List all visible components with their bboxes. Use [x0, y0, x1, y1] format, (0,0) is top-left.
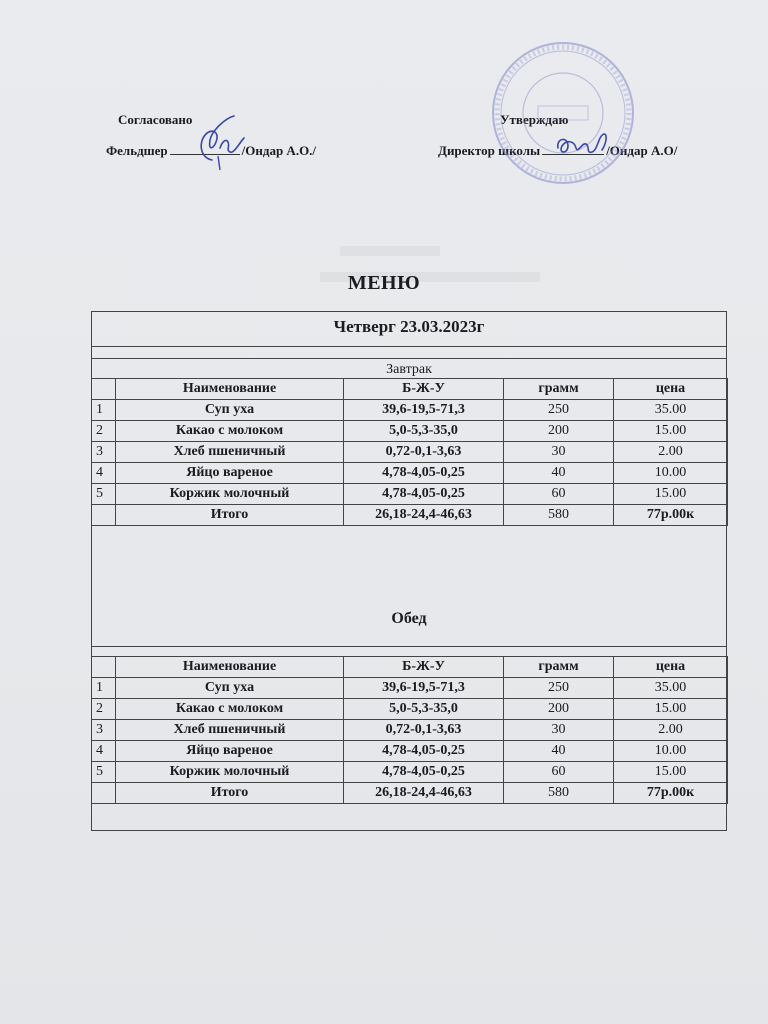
- row-name: Хлеб пшеничный: [116, 720, 344, 741]
- header-name: Наименование: [116, 657, 344, 678]
- row-num: 5: [92, 484, 116, 505]
- header-name: Наименование: [116, 379, 344, 400]
- total-num: [92, 783, 116, 804]
- row-num: 3: [92, 720, 116, 741]
- day-title: Четверг 23.03.2023г: [333, 317, 485, 336]
- row-bju: 39,6-19,5-71,3: [344, 678, 504, 699]
- total-bju: 26,18-24,4-46,63: [344, 783, 504, 804]
- menu-title: МЕНЮ: [347, 272, 421, 294]
- table-row: [92, 678, 728, 699]
- divider: [91, 358, 727, 359]
- total-num: [92, 505, 116, 526]
- row-name: Суп уха: [116, 400, 344, 421]
- row-weight: 40: [504, 741, 614, 762]
- approval-left-name: /Ондар А.О./: [241, 143, 317, 158]
- row-bju: 0,72-0,1-3,63: [344, 720, 504, 741]
- table-row: [92, 699, 728, 720]
- row-bju: 4,78-4,05-0,25: [344, 463, 504, 484]
- total-bju: 26,18-24,4-46,63: [344, 505, 504, 526]
- row-bju: 5,0-5,3-35,0: [344, 421, 504, 442]
- table-row: [92, 484, 728, 505]
- row-num: 4: [92, 463, 116, 484]
- row-weight: 250: [504, 678, 614, 699]
- row-num: 5: [92, 762, 116, 783]
- row-num: 2: [92, 421, 116, 442]
- header-price: цена: [614, 657, 728, 678]
- row-weight: 200: [504, 699, 614, 720]
- total-weight: 580: [504, 783, 614, 804]
- row-weight: 60: [504, 762, 614, 783]
- table-row: [92, 741, 728, 762]
- header-weight: грамм: [504, 657, 614, 678]
- header-bju: Б-Ж-У: [344, 379, 504, 400]
- table-header-row: [92, 379, 728, 400]
- row-bju: 0,72-0,1-3,63: [344, 442, 504, 463]
- table-row: [92, 421, 728, 442]
- total-label: Итого: [116, 505, 344, 526]
- lunch-table: [91, 656, 728, 804]
- lunch-label: Обед: [391, 610, 427, 627]
- row-name: Какао с молоком: [116, 421, 344, 442]
- total-row: [92, 505, 728, 526]
- row-bju: 5,0-5,3-35,0: [344, 699, 504, 720]
- table-row: [92, 762, 728, 783]
- row-bju: 4,78-4,05-0,25: [344, 762, 504, 783]
- row-bju: 39,6-19,5-71,3: [344, 400, 504, 421]
- header-price: цена: [614, 379, 728, 400]
- total-label: Итого: [116, 783, 344, 804]
- header-weight: грамм: [504, 379, 614, 400]
- divider: [91, 646, 727, 647]
- approval-right-signature-line: [438, 142, 677, 159]
- approval-right-name: /Ондар А.О/: [606, 143, 678, 158]
- total-price: 77р.00к: [614, 783, 728, 804]
- row-weight: 30: [504, 442, 614, 463]
- row-name: Суп уха: [116, 678, 344, 699]
- row-num: 3: [92, 442, 116, 463]
- approval-right-title: Утверждаю: [500, 112, 569, 127]
- total-row: [92, 783, 728, 804]
- row-price: 2.00: [614, 720, 728, 741]
- row-num: 4: [92, 741, 116, 762]
- total-price: 77р.00к: [614, 505, 728, 526]
- signature-blank: [170, 142, 240, 155]
- row-num: 1: [92, 400, 116, 421]
- table-row: [92, 400, 728, 421]
- row-name: Яйцо вареное: [116, 741, 344, 762]
- row-name: Коржик молочный: [116, 484, 344, 505]
- row-weight: 250: [504, 400, 614, 421]
- row-price: 15.00: [614, 484, 728, 505]
- row-weight: 40: [504, 463, 614, 484]
- row-name: Какао с молоком: [116, 699, 344, 720]
- header-num: [92, 657, 116, 678]
- row-name: Яйцо вареное: [116, 463, 344, 484]
- approval-right-role: Директор школы: [438, 143, 541, 158]
- row-weight: 30: [504, 720, 614, 741]
- row-bju: 4,78-4,05-0,25: [344, 741, 504, 762]
- approval-left-title: Согласовано: [118, 112, 193, 127]
- row-price: 10.00: [614, 463, 728, 484]
- row-num: 1: [92, 678, 116, 699]
- approval-left-signature-line: [106, 142, 316, 159]
- row-num: 2: [92, 699, 116, 720]
- total-weight: 580: [504, 505, 614, 526]
- row-weight: 60: [504, 484, 614, 505]
- row-price: 35.00: [614, 678, 728, 699]
- divider: [91, 346, 727, 347]
- signature-blank: [542, 142, 604, 155]
- row-name: Коржик молочный: [116, 762, 344, 783]
- row-price: 35.00: [614, 400, 728, 421]
- table-row: [92, 463, 728, 484]
- breakfast-table: [91, 378, 728, 526]
- row-weight: 200: [504, 421, 614, 442]
- table-row: [92, 442, 728, 463]
- table-row: [92, 720, 728, 741]
- row-price: 15.00: [614, 699, 728, 720]
- header-num: [92, 379, 116, 400]
- row-price: 15.00: [614, 421, 728, 442]
- row-bju: 4,78-4,05-0,25: [344, 484, 504, 505]
- row-price: 15.00: [614, 762, 728, 783]
- table-header-row: [92, 657, 728, 678]
- header-bju: Б-Ж-У: [344, 657, 504, 678]
- row-price: 2.00: [614, 442, 728, 463]
- row-price: 10.00: [614, 741, 728, 762]
- row-name: Хлеб пшеничный: [116, 442, 344, 463]
- approval-left-role: Фельдшер: [106, 143, 168, 158]
- breakfast-label: Завтрак: [386, 362, 432, 377]
